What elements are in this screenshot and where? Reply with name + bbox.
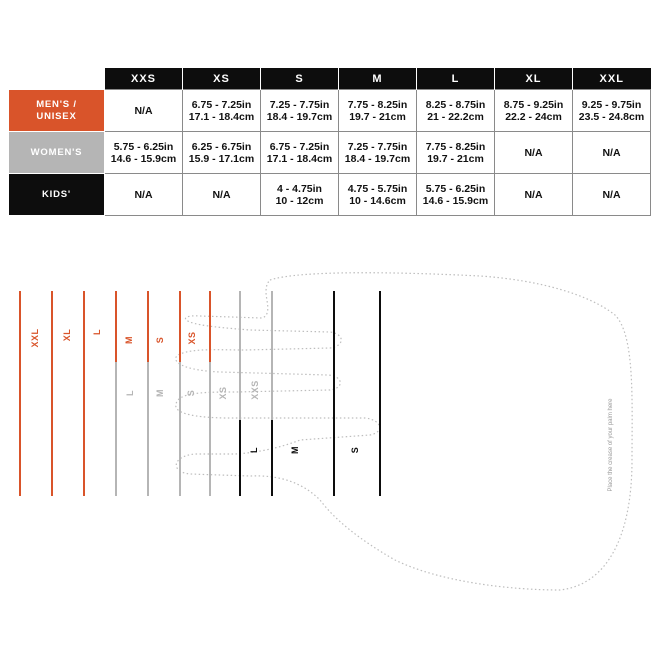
- size-cell-value: 5.75 - 6.25in: [113, 140, 174, 153]
- ruler-size-label: XXS: [250, 380, 260, 400]
- size-cell: [417, 90, 495, 132]
- size-cell-value: 7.25 - 7.75in: [269, 98, 330, 111]
- ruler-lines: [20, 291, 380, 496]
- size-cell-value: 19.7 - 21cm: [427, 152, 484, 165]
- ruler-size-label: L: [92, 329, 102, 335]
- size-cell: [417, 174, 495, 216]
- size-cell-value: 18.4 - 19.7cm: [344, 152, 411, 165]
- ruler-size-label: XXL: [30, 328, 40, 348]
- size-cell-value: 6.75 - 7.25in: [191, 98, 252, 111]
- size-cell-value: N/A: [134, 104, 153, 117]
- size-cell: [183, 174, 261, 216]
- ruler-size-label: M: [290, 446, 300, 454]
- size-cell-value: 17.1 - 18.4cm: [188, 110, 255, 123]
- size-header-xs: XS: [183, 68, 261, 90]
- row-label: [9, 174, 105, 216]
- size-cell-value: 22.2 - 24cm: [505, 110, 562, 123]
- row-label-line: UNISEX: [36, 110, 77, 122]
- ruler-size-label: M: [124, 336, 134, 344]
- size-cell: [495, 90, 573, 132]
- size-cell: [183, 132, 261, 174]
- ruler-size-label: M: [155, 389, 165, 397]
- size-cell-value: 10 - 12cm: [275, 194, 324, 207]
- size-cell-value: N/A: [524, 188, 543, 201]
- size-cell: [339, 174, 417, 216]
- size-cell-value: 23.5 - 24.8cm: [578, 110, 645, 123]
- size-cell: [105, 174, 183, 216]
- size-cell: [573, 90, 651, 132]
- size-cell-value: 6.25 - 6.75in: [191, 140, 252, 153]
- ruler-size-label: L: [249, 447, 259, 453]
- row-label-line: MEN'S /: [36, 98, 77, 110]
- size-cell-value: 21 - 22.2cm: [427, 110, 484, 123]
- ruler-size-label: L: [125, 390, 135, 396]
- size-cell: [339, 90, 417, 132]
- row-label: [9, 132, 105, 174]
- size-cell-value: 9.25 - 9.75in: [581, 98, 642, 111]
- size-cell: [573, 132, 651, 174]
- size-cell-value: 8.25 - 8.75in: [425, 98, 486, 111]
- ruler-size-label: S: [350, 446, 360, 454]
- size-cell-value: N/A: [602, 188, 621, 201]
- size-cell-value: 7.75 - 8.25in: [425, 140, 486, 153]
- size-cell-value: N/A: [212, 188, 231, 201]
- size-cell: [495, 132, 573, 174]
- size-cell-value: 17.1 - 18.4cm: [266, 152, 333, 165]
- size-header-xxl: XXL: [573, 68, 651, 90]
- size-cell: [495, 174, 573, 216]
- size-chart-table: [8, 68, 651, 216]
- table-row: [9, 174, 651, 216]
- size-cell-value: N/A: [602, 146, 621, 159]
- size-cell: [105, 90, 183, 132]
- size-cell-value: 6.75 - 7.25in: [269, 140, 330, 153]
- size-header-s: S: [261, 68, 339, 90]
- size-header-row: [9, 68, 651, 90]
- size-cell-value: 10 - 14.6cm: [349, 194, 406, 207]
- row-label-line: KIDS': [42, 188, 71, 200]
- size-header-xl: XL: [495, 68, 573, 90]
- size-cell: [105, 132, 183, 174]
- hand-outline: [176, 273, 632, 590]
- ruler-size-label: XS: [218, 386, 228, 400]
- size-cell: [183, 90, 261, 132]
- size-cell: [261, 132, 339, 174]
- size-header-m: M: [339, 68, 417, 90]
- size-cell: [339, 132, 417, 174]
- palm-crease-note: Place the crease of your palm here: [608, 398, 614, 492]
- size-cell-value: N/A: [524, 146, 543, 159]
- size-header-xxs: XXS: [105, 68, 183, 90]
- row-label-line: WOMEN'S: [30, 146, 83, 158]
- table-corner: [9, 68, 105, 90]
- size-cell: [573, 174, 651, 216]
- size-cell-value: 8.75 - 9.25in: [503, 98, 564, 111]
- size-cell: [261, 90, 339, 132]
- size-cell-value: 5.75 - 6.25in: [425, 182, 486, 195]
- ruler-labels: [30, 328, 360, 454]
- size-cell-value: 4 - 4.75in: [277, 182, 322, 195]
- size-cell-value: 7.25 - 7.75in: [347, 140, 408, 153]
- size-cell: [417, 132, 495, 174]
- size-cell-value: 15.9 - 17.1cm: [188, 152, 255, 165]
- size-cell-value: 19.7 - 21cm: [349, 110, 406, 123]
- ruler-size-label: S: [186, 389, 196, 397]
- size-cell-value: 14.6 - 15.9cm: [110, 152, 177, 165]
- ruler-size-label: XL: [62, 328, 72, 342]
- hand-measuring-guide: [0, 260, 660, 660]
- size-cell-value: N/A: [134, 188, 153, 201]
- table-row: [9, 90, 651, 132]
- size-cell: [261, 174, 339, 216]
- row-label: [9, 90, 105, 132]
- table-row: [9, 132, 651, 174]
- size-cell-value: 14.6 - 15.9cm: [422, 194, 489, 207]
- ruler-size-label: S: [155, 336, 165, 344]
- size-cell-value: 18.4 - 19.7cm: [266, 110, 333, 123]
- size-cell-value: 7.75 - 8.25in: [347, 98, 408, 111]
- ruler-size-label: XS: [187, 331, 197, 345]
- size-table-body: [9, 90, 651, 216]
- size-header-l: L: [417, 68, 495, 90]
- size-cell-value: 4.75 - 5.75in: [347, 182, 408, 195]
